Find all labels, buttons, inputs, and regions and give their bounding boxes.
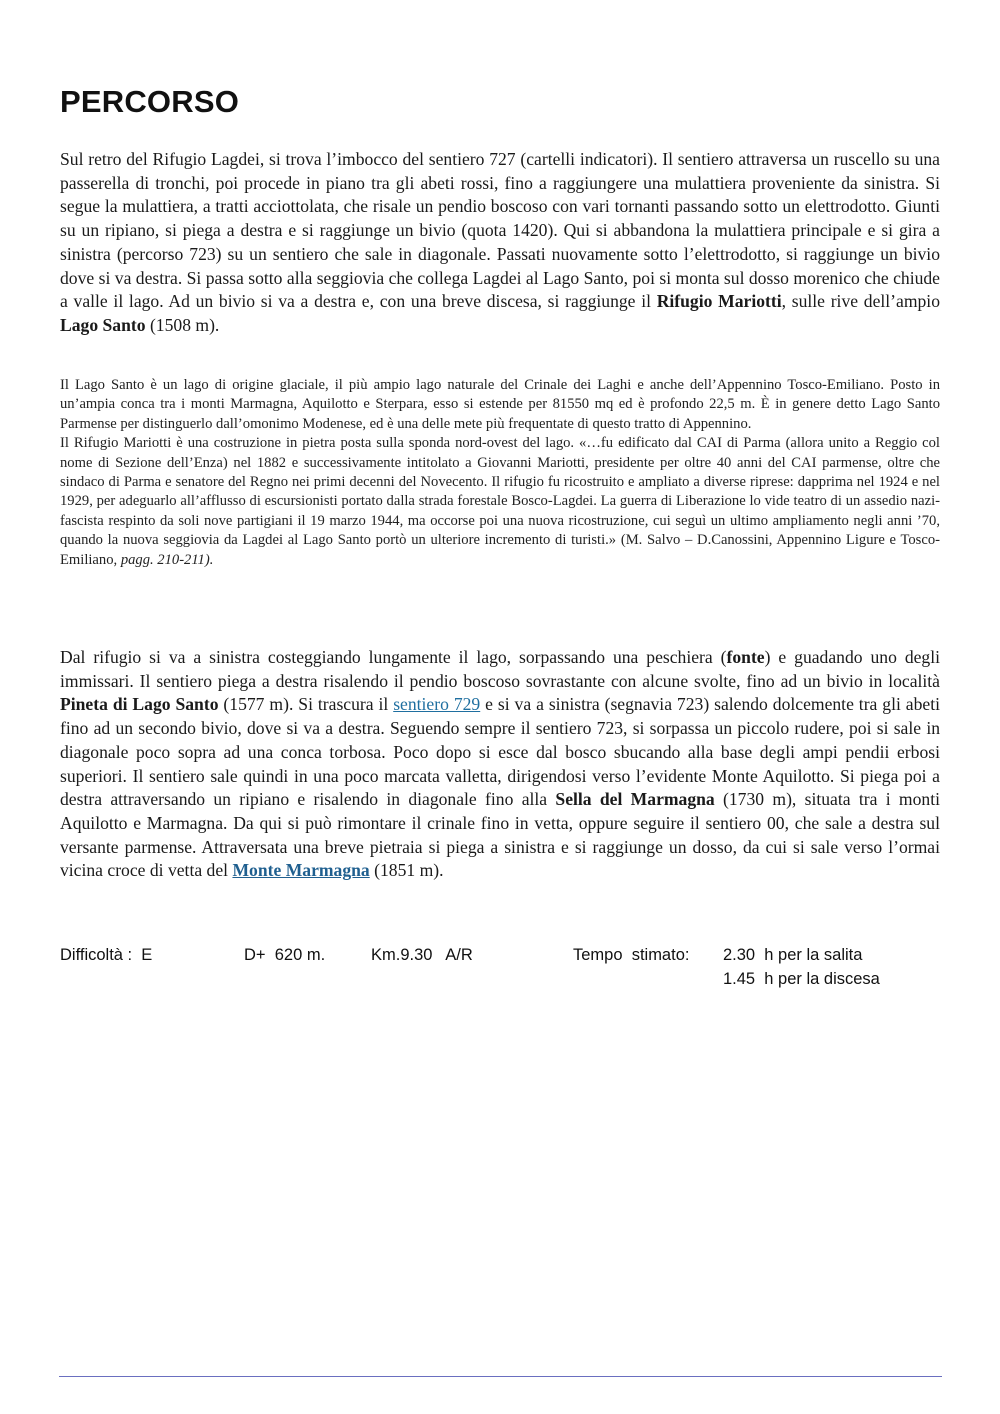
rifugio-history xyxy=(60,434,940,570)
text: (1730 m), situata tra i monti Aquilotto e Marmagna. Da qui si può rimontare il crinale fino in vetta, oppure seguire il sentiero 00, che sale a destra sul versante parmense. Attraversata una breve pietraia si piega a sinistra e si raggiunge un dosso, da cui si sale verso l’ormai vicina croce di vetta del xyxy=(60,789,940,881)
time-label: Tempo stimato: xyxy=(573,946,690,964)
route-paragraph-2 xyxy=(60,646,940,883)
sella-bold: Sella del Marmagna xyxy=(555,789,715,810)
text: Dal rifugio si va a sinistra costeggiando lungamente il lago, sorpassando una peschiera ( xyxy=(60,647,727,667)
fonte-bold: fonte xyxy=(726,647,765,667)
text: (1508 m). xyxy=(145,314,220,335)
distance: Km.9.30 A/R xyxy=(371,946,473,964)
text: e si va a sinistra (segnavia 723) salendo dolcemente tra gli abeti fino ad un secondo bivio, dove si va a destra. Seguendo sempre il sentiero 723, si sorpassa un piccolo rudere, poi si sale in diagonale poco sopra ad una conca torbosa. Poco dopo si esce dal bosco sbucando alla base degli ampi pendii erbosi superiori. Il sentiero sale quindi in una poco marcata valletta, dirigendosi verso l’evidente Monte Aquilotto. Si piega poi a destra attraversando un ripiano e risalendo in diagonale fino alla xyxy=(60,694,940,810)
route-stats xyxy=(60,946,940,996)
elevation-gain: D+ 620 m. xyxy=(244,946,326,964)
monte-marmagna-link[interactable]: Monte Marmagna xyxy=(232,860,370,881)
lake-info-block xyxy=(60,376,940,570)
lake-description: Il Lago Santo è un lago di origine glaciale, il più ampio lago naturale del Crinale dei Laghi e anche dell’Appennino Tosco-Emiliano. Posto in un’ampia conca tra i monti Marmagna, Aquilotto e Sterpara, esso si estende per 81550 mq ed è profondo 22,5 m. È in genere detto Lago Santo Parmense per distinguerlo dall’omonimo Modenese, ed è una delle mete più frequentate di questo tratto di Appennino. xyxy=(60,377,940,432)
time-descent: 1.45 h per la discesa xyxy=(723,970,880,988)
lago-santo-bold: Lago Santo xyxy=(60,314,146,335)
rifugio-mariotti-bold: Rifugio Mariotti xyxy=(656,291,782,312)
text: Sul retro del Rifugio Lagdei, si trova l’imbocco del sentiero 727 (cartelli indicatori). Il sentiero attraversa un ruscello su una passerella di tronchi, poi procede in piano tra gli abeti rossi, fino a raggiungere una mulattiera proveniente da sinistra. Si segue la mulattiera, a tratti acciottolata, che risale un pendio boscoso con vari tornanti passando sotto un elettrodotto. Giunti su un ripiano, si piega a destra e si raggiunge un bivio (quota 1420). Qui si abbandona la mulattiera principale e si gira a sinistra (percorso 723) su un sentiero che sale in diagonale. Passati nuovamente sotto l’elettrodotto, si raggiunge un bivio dove si va destra. Si passa sotto alla seggiovia che collega Lagdei al Lago Santo, poi si monta sul dosso morenico che chiude a valle il lago. Ad un bivio si va a destra e, con una breve discesa, si raggiunge il xyxy=(60,149,940,312)
footer-rule xyxy=(59,1376,942,1377)
section-title: PERCORSO xyxy=(60,84,240,119)
text: (1851 m). xyxy=(369,860,444,881)
text: , sulle rive dell’ampio xyxy=(781,291,940,312)
route-paragraph-1 xyxy=(60,148,940,338)
text: ) e guadando uno degli immissari. Il sentiero piega a destra risalendo il pendio boscoso sovrastante con alcune svolte, fino ad un bivio in località xyxy=(60,647,940,691)
difficulty: Difficoltà : E xyxy=(60,946,153,964)
sentiero-729-link[interactable]: sentiero 729 xyxy=(393,694,481,715)
pineta-bold: Pineta di Lago Santo xyxy=(60,694,219,715)
text: (1577 m). Si trascura il xyxy=(218,694,394,715)
citation-pages: pagg. 210-211). xyxy=(120,551,214,568)
text: Il Rifugio Mariotti è una costruzione in pietra posta sulla sponda nord-ovest del lago. «…fu edificato dal CAI di Parma (allora unito a Reggio col nome di Sezione dell’Enza) nel 1882 e successivamente intitolato a Giovanni Mariotti, presidente per oltre 40 anni del CAI parmense, oltre che sindaco di Parma e senatore del Regno nei primi decenni del Novecento. Il rifugio fu ricostruito e ampliato a diverse riprese: dapprima nel 1924 e nel 1929, per adeguarlo all’afflusso di escursionisti portato dalla strada forestale Bosco-Lagdei. La guerra di Liberazione lo vide teatro di un assedio nazi-fascista respinto da soli nove partigiani il 19 marzo 1944, ma occorse poi una nuova ricostruzione, cui seguì un ultimo ampliamento negli anni ’70, quando la nuova seggiovia da Lagdei al Lago Santo portò un ulteriore incremento di turisti.» (M. Salvo – D.Canossini, Appennino Ligure e Tosco-Emiliano, xyxy=(60,435,940,568)
time-ascent: 2.30 h per la salita xyxy=(723,946,863,964)
